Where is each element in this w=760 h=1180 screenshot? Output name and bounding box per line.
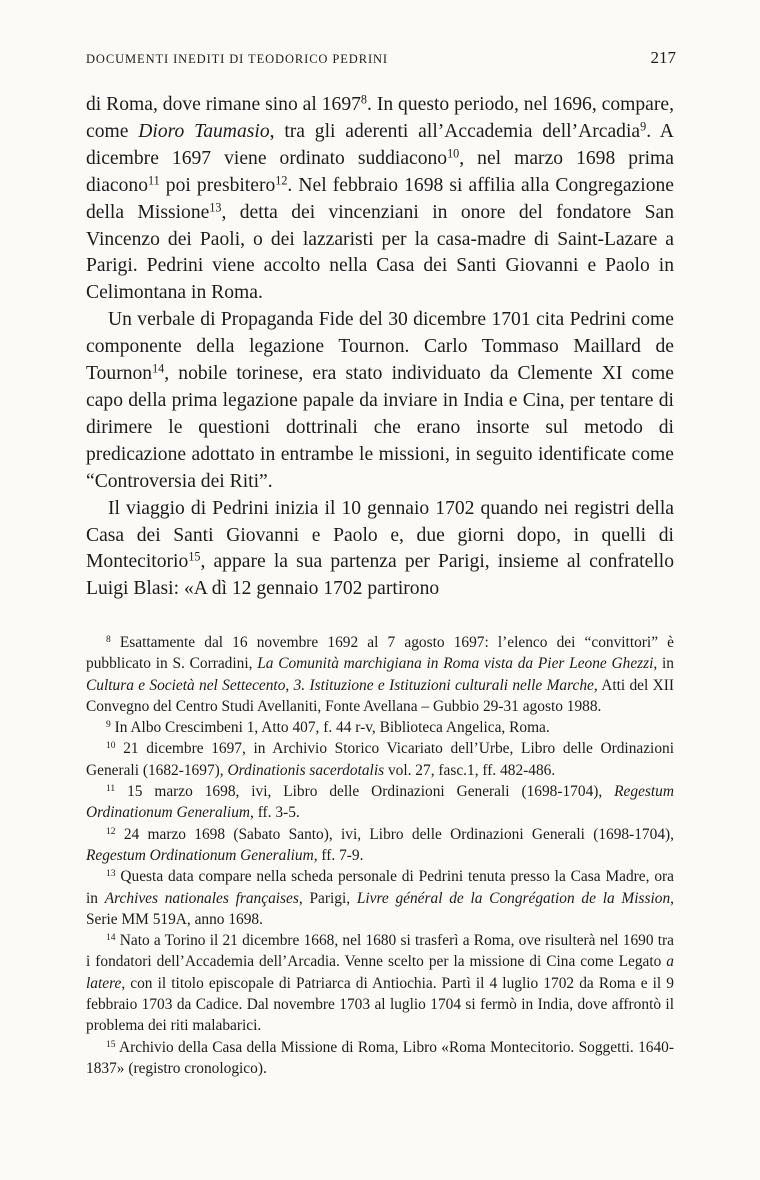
page-number: 217 [650,48,676,67]
footnote-ref-10: 10 [447,146,460,161]
footnote-ref-8: 8 [360,92,367,107]
footnote-ref-9: 9 [640,119,647,134]
footnote-ref-11: 11 [148,173,160,188]
footnote-11: $^{11}$ 15 marzo 1698, ivi, Libro delle Ordinazioni Generali (1698-1704), Regestum Ordinationum Generalium, ff. 3-5. [86,782,674,822]
arcadian-name: Dioro Taumasio [138,120,270,142]
footnote-ref-12: 12 [275,173,288,188]
footnotes [86,632,674,1079]
footnote-ref-14: 14 [152,361,165,376]
footnote-10: $^{10}$ 21 dicembre 1697, in Archivio Storico Vicariato dell’Urbe, Libro delle Ordinazioni Generali (1682-1697), Ordinationis sacerdotalis vol. 27, fasc.1, ff. 482-486. [86,740,674,779]
footnote-ref-13: 13 [209,199,222,214]
running-head-title: DOCUMENTI INEDITI DI TEODORICO PEDRINI [86,52,388,66]
footnote-8: $^8$ Esattamente dal 16 novembre 1692 al 7 agosto 1697: l’elenco dei “convittori” è pubblicato in S. Corradini, La Comunità marchigiana in Roma vista da Pier Leone Ghezzi, in Cultura e Società nel Settecento, 3. Istituzione e Istituzioni culturali nelle Marche, Atti del XII Convegno del Centro Studi Avellaniti, Fonte Avellana – Gubbio 29-31 agosto 1988. [86,633,674,715]
paragraph-3: Il viaggio di Pedrini inizia il 10 gennaio 1702 quando nei registri della Casa dei Santi Giovanni e Paolo e, due giorni dopo, in quelli di Montecitorio$^{15}$, appare la sua partenza per Parigi, insieme al confratello Luigi Blasi: «A dì 12 gennaio 1702 partirono [86,497,674,600]
paragraph-2: Un verbale di Propaganda Fide del 30 dicembre 1701 cita Pedrini come componente della legazione Tournon. Carlo Tommaso Maillard de Tournon$^{14}$, nobile torinese, era stato individuato da Clemente XI come capo della prima legazione papale da inviare in India e Cina, per tentare di dirimere le questioni dottrinali che erano insorte sul metodo di predicazione adottato in entrambe le missioni, in seguito identificate come “Controversia dei Riti”. [86,309,674,492]
footnote-15: $^{15}$ Archivio della Casa della Missione di Roma, Libro «Roma Montecitorio. Soggetti. 1640-1837» (registro cronologico). [86,1038,674,1077]
footnote-12: $^{12}$ 24 marzo 1698 (Sabato Santo), ivi, Libro delle Ordinazioni Generali (1698-1704), Regestum Ordinationum Generalium, ff. 7-9. [86,825,674,864]
footnote-9: $^9$ In Albo Crescimbeni 1, Atto 407, f. 44 r-v, Biblioteca Angelica, Roma. [106,718,550,737]
footnote-14: $^{14}$ Nato a Torino il 21 dicembre 1668, nel 1680 si trasferì a Roma, ove risulterà nel 1690 tra i fondatori dell’Accademia dell’Arcadia. Venne scelto per la missione di Cina come Legato a latere, con il titolo episcopale di Patriarca di Antiochia. Partì il 4 luglio 1702 da Roma e il 9 febbraio 1703 da Cadice. Dal novembre 1703 al luglio 1704 si fermò in India, dove affrontò il problema dei riti malabarici. [86,931,674,1035]
running-head [86,48,676,68]
footnote-ref-15: 15 [188,549,201,564]
paragraph-1: di Roma, dove rimane sino al 1697$^8$. In questo periodo, nel 1696, compare, come Dioro Taumasio, tra gli aderenti all’Accademia dell’Arcadia$^9$. A dicembre 1697 viene ordinato suddiacono$^{10}$, nel marzo 1698 prima diacono$^{11}$ poi presbitero$^{12}$. Nel febbraio 1698 si affilia alla Congregazione della Missione$^{13}$, detta dei vincenziani in onore del fondatore San Vincenzo dei Paoli, o dei lazzaristi per la casa-madre di Saint-Lazare a Parigi. Pedrini viene accolto nella Casa dei Santi Giovanni e Paolo in Celimontana in Roma. [86,92,674,304]
footnote-13: $^{13}$ Questa data compare nella scheda personale di Pedrini tenuta presso la Casa Madre, ora in Archives nationales françaises, Parigi, Livre général de la Congrégation de la Mission, Serie MM 519A, anno 1698. [86,868,675,928]
body-text [86,92,674,603]
